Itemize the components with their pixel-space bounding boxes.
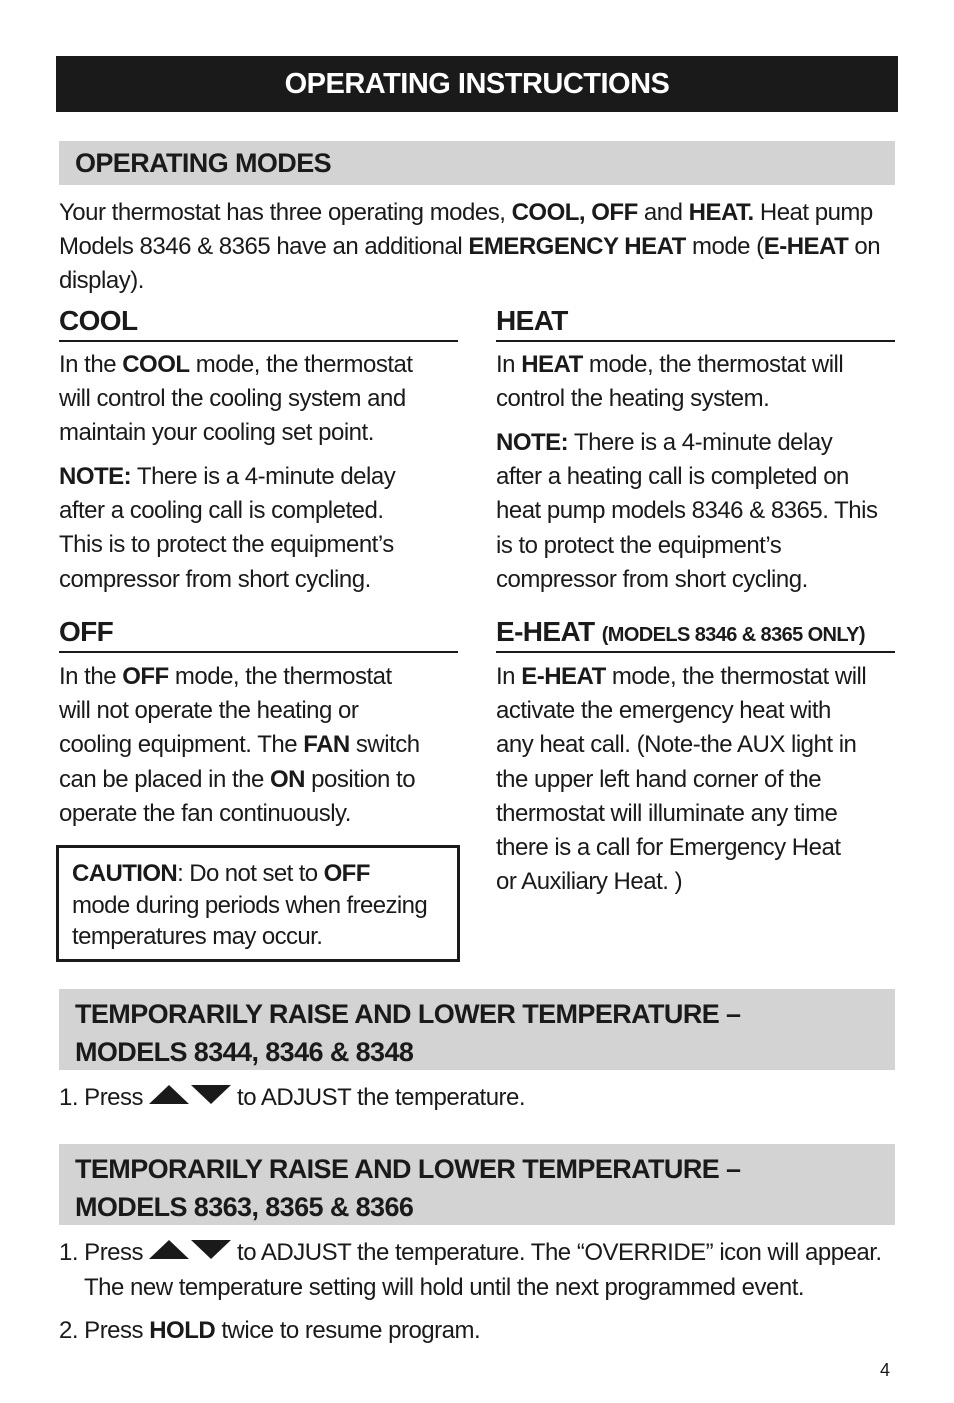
page-header (56, 56, 898, 112)
cool-paragraph: In the COOL mode, the thermostat will control the cooling system and maintain your cooling set point. (59, 351, 413, 447)
page-number: 4 (880, 1360, 891, 1380)
section-heading-temp-b: TEMPORARILY RAISE AND LOWER TEMPERATURE – MODELS 8363, 8365 & 8366 (59, 1144, 895, 1225)
eheat-heading: E-HEAT (MODELS 8346 & 8365 ONLY) (496, 618, 895, 653)
off-paragraph: In the OFF mode, the thermostat will not operate the heating or cooling equipment. The FAN switch can be placed in the ON position to operate the fan continuously. (59, 663, 420, 827)
intro-line-1: Your thermostat has three operating modes, COOL, OFF and HEAT. Heat pump (59, 199, 873, 226)
up-down-arrow-icon (149, 1080, 231, 1114)
eheat-heading-note: (MODELS 8346 & 8365 ONLY) (601, 624, 865, 646)
section-heading-temp-a: TEMPORARILY RAISE AND LOWER TEMPERATURE – MODELS 8344, 8346 & 8348 (59, 989, 895, 1070)
cool-note: NOTE: There is a 4-minute delay after a cooling call is completed. This is to protect the equipment’s compressor from short cycling. (59, 463, 396, 593)
up-down-arrow-icon (149, 1235, 231, 1269)
temp-a-step-1: 1. Press to ADJUST the temperature. (59, 1081, 525, 1116)
caution-box: CAUTION: Do not set to OFF mode during periods when freezing temperatures may occur. (56, 845, 460, 962)
cool-heading: COOL (59, 307, 458, 342)
temp-b-step-2: 2. Press HOLD twice to resume program. (59, 1317, 481, 1344)
page-header-title: OPERATING INSTRUCTIONS (284, 67, 670, 100)
section-heading-operating-modes (59, 141, 895, 185)
intro-line-2: Models 8346 & 8365 have an additional EMERGENCY HEAT mode (E-HEAT on (59, 233, 881, 261)
off-heading: OFF (59, 618, 458, 653)
temp-b-step-1: 1. Press to ADJUST the temperature. The “OVERRIDE” icon will appear. The new temperature setting will hold until the next programmed event. (59, 1236, 882, 1305)
eheat-paragraph: In E-HEAT mode, the thermostat will activate the emergency heat with any heat call. (Note-the AUX light in the upper left hand corner of the thermostat will illuminate any time there is a call for Emergency Heat or Auxiliary Heat. ) (496, 663, 867, 896)
heat-heading: HEAT (496, 307, 895, 342)
heat-paragraph: In HEAT mode, the thermostat will control the heating system. (496, 351, 844, 413)
heat-note: NOTE: There is a 4-minute delay after a heating call is completed on heat pump models 8346 & 8365. This is to protect the equipment’s compressor from short cycling. (496, 429, 878, 593)
section-heading-text: OPERATING MODES (75, 147, 332, 178)
intro-line-3: display). (59, 267, 144, 295)
intro-paragraph (59, 196, 880, 299)
